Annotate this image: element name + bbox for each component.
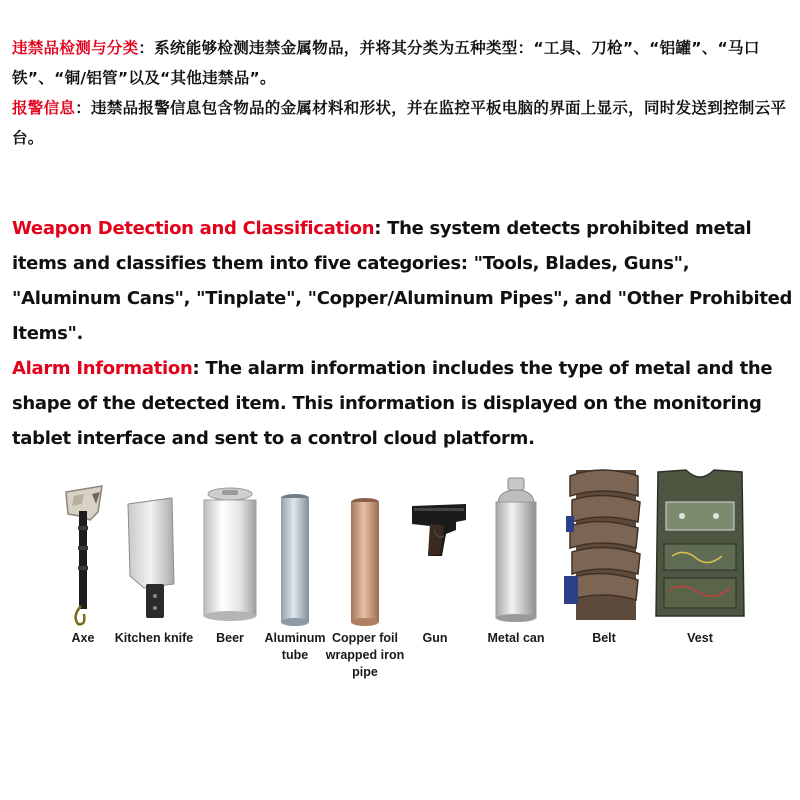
en-detection-text: : The system detects prohibited metal items and classifies them into five categories: "Tools, Blades, Guns", "Aluminum Cans", "Tinplate", "Copper/Aluminum Pipes", and "Other Prohibited Items". bbox=[12, 218, 793, 344]
en-alarm-heading: Alarm Information bbox=[12, 358, 193, 379]
item-kitchen-knife bbox=[116, 456, 192, 696]
en-paragraph-detection bbox=[12, 211, 794, 351]
zh-alarm-heading: 报警信息 bbox=[12, 99, 76, 117]
item-belt bbox=[562, 456, 646, 696]
chinese-description bbox=[12, 33, 794, 153]
item-label-gun: Gun bbox=[422, 631, 448, 645]
vest-icon bbox=[652, 456, 748, 626]
zh-paragraph-alarm bbox=[12, 93, 794, 153]
en-alarm-text: : The alarm information includes the type of metal and the shape of the detected item. This information is displayed on the monitoring tablet interface and sent to a control cloud platform. bbox=[12, 358, 773, 449]
english-description bbox=[12, 211, 794, 456]
zh-detection-text: ：系统能够检测违禁金属物品，并将其分类为五种类型：“工具、刀枪”、“铝罐”、“马口铁”、“铜/铝管”以及“其他违禁品”。 bbox=[12, 39, 760, 87]
zh-paragraph-detection bbox=[12, 33, 794, 93]
item-copper-pipe bbox=[325, 456, 405, 696]
item-aluminum-tube bbox=[264, 456, 326, 696]
zh-detection-heading: 违禁品检测与分类 bbox=[12, 39, 139, 57]
item-label-kitchen-knife: Kitchen knife bbox=[114, 631, 194, 645]
copper-pipe-icon bbox=[332, 456, 398, 626]
beer-can-icon bbox=[198, 456, 262, 626]
item-label-copper-pipe: Copper foil wrapped iron pipe bbox=[325, 631, 405, 679]
belt-icon bbox=[562, 456, 646, 626]
item-vest bbox=[652, 456, 748, 696]
zh-alarm-text: ：违禁品报警信息包含物品的金属材料和形状，并在监控平板电脑的界面上显示，同时发送到控制云平台。 bbox=[12, 99, 787, 147]
item-label-belt: Belt bbox=[592, 631, 616, 645]
item-axe bbox=[48, 456, 118, 696]
gun-icon bbox=[400, 456, 470, 626]
item-label-vest: Vest bbox=[687, 631, 713, 645]
item-label-beer: Beer bbox=[216, 631, 244, 645]
spray-can-icon bbox=[480, 456, 552, 626]
item-gun bbox=[400, 456, 470, 696]
en-detection-heading: Weapon Detection and Classification bbox=[12, 218, 375, 239]
axe-icon bbox=[48, 456, 118, 626]
item-label-metal-can: Metal can bbox=[487, 631, 545, 645]
aluminum-tube-icon bbox=[264, 456, 326, 626]
item-metal-can bbox=[480, 456, 552, 696]
kitchen-knife-icon bbox=[116, 456, 192, 626]
item-label-aluminum-tube: Aluminum tube bbox=[264, 631, 326, 662]
item-label-axe: Axe bbox=[71, 631, 95, 645]
en-paragraph-alarm bbox=[12, 351, 794, 456]
prohibited-items-gallery bbox=[48, 456, 768, 696]
